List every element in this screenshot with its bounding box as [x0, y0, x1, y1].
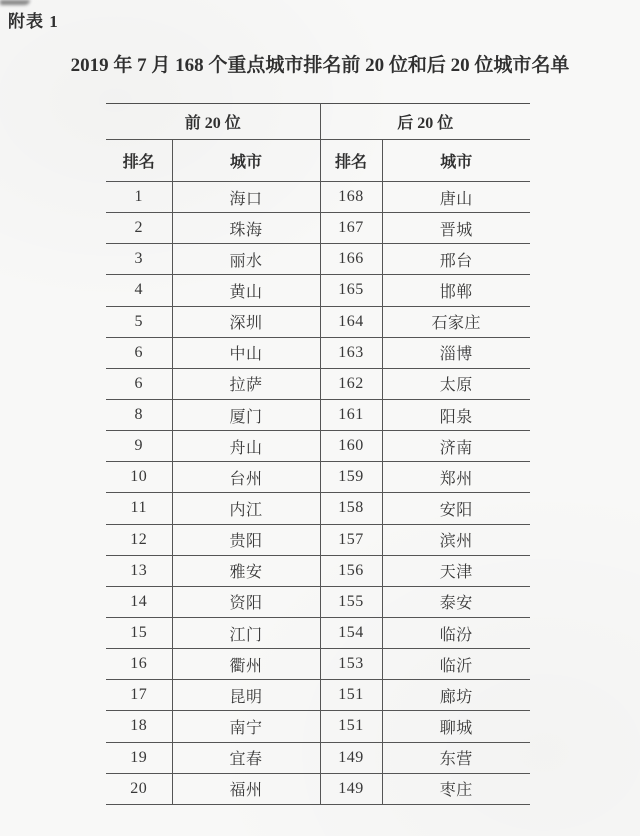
table-row — [106, 462, 530, 493]
rank-cell-left: 16 — [106, 649, 172, 680]
rank-cell-left: 15 — [106, 617, 172, 648]
rank-cell-left: 9 — [106, 431, 172, 462]
city-cell-left: 舟山 — [172, 431, 320, 462]
rank-cell-right: 161 — [320, 399, 382, 430]
city-cell-left: 深圳 — [172, 306, 320, 337]
rank-cell-right: 149 — [320, 773, 382, 804]
rank-cell-left: 19 — [106, 742, 172, 773]
city-cell-right: 安阳 — [382, 493, 530, 524]
city-cell-left: 衢州 — [172, 649, 320, 680]
city-cell-left: 资阳 — [172, 586, 320, 617]
city-cell-left: 海口 — [172, 182, 320, 213]
city-cell-right: 聊城 — [382, 711, 530, 742]
city-cell-left: 丽水 — [172, 244, 320, 275]
rank-cell-right: 163 — [320, 337, 382, 368]
rank-cell-right: 151 — [320, 680, 382, 711]
table-row — [106, 399, 530, 430]
city-cell-left: 福州 — [172, 773, 320, 804]
table-row — [106, 555, 530, 586]
table-row — [106, 773, 530, 804]
city-cell-left: 雅安 — [172, 555, 320, 586]
rank-cell-left: 3 — [106, 244, 172, 275]
rank-cell-left: 13 — [106, 555, 172, 586]
table-row — [106, 711, 530, 742]
city-cell-right: 邢台 — [382, 244, 530, 275]
city-cell-right: 天津 — [382, 555, 530, 586]
rank-cell-right: 154 — [320, 617, 382, 648]
group-header-bottom20: 后 20 位 — [320, 104, 530, 140]
table-row — [106, 649, 530, 680]
rank-cell-left: 2 — [106, 213, 172, 244]
city-cell-left: 珠海 — [172, 213, 320, 244]
table-row — [106, 306, 530, 337]
table-row — [106, 617, 530, 648]
page-title: 2019 年 7 月 168 个重点城市排名前 20 位和后 20 位城市名单 — [70, 55, 570, 76]
rank-cell-left: 17 — [106, 680, 172, 711]
table-row — [106, 431, 530, 462]
ranking-table-container — [106, 103, 530, 805]
scan-smudge — [0, 0, 30, 5]
city-cell-right: 临沂 — [382, 649, 530, 680]
city-cell-left: 黄山 — [172, 275, 320, 306]
city-cell-left: 台州 — [172, 462, 320, 493]
rank-cell-left: 6 — [106, 337, 172, 368]
rank-cell-left: 12 — [106, 524, 172, 555]
appendix-label: 附表 1 — [8, 12, 59, 31]
city-cell-right: 临汾 — [382, 617, 530, 648]
rank-cell-right: 168 — [320, 182, 382, 213]
table-row — [106, 213, 530, 244]
city-cell-right: 阳泉 — [382, 399, 530, 430]
city-cell-left: 厦门 — [172, 399, 320, 430]
rank-cell-right: 160 — [320, 431, 382, 462]
table-row — [106, 493, 530, 524]
col-header-rank-right: 排名 — [320, 140, 382, 182]
rank-cell-right: 149 — [320, 742, 382, 773]
col-header-city-left: 城市 — [172, 140, 320, 182]
rank-cell-right: 164 — [320, 306, 382, 337]
col-header-rank-left: 排名 — [106, 140, 172, 182]
ranking-table — [106, 103, 530, 805]
rank-cell-right: 166 — [320, 244, 382, 275]
rank-cell-left: 18 — [106, 711, 172, 742]
city-cell-right: 济南 — [382, 431, 530, 462]
city-cell-right: 太原 — [382, 368, 530, 399]
city-cell-right: 邯郸 — [382, 275, 530, 306]
rank-cell-left: 4 — [106, 275, 172, 306]
table-row — [106, 524, 530, 555]
table-row — [106, 680, 530, 711]
col-header-city-right: 城市 — [382, 140, 530, 182]
city-cell-left: 内江 — [172, 493, 320, 524]
table-row — [106, 275, 530, 306]
rank-cell-right: 167 — [320, 213, 382, 244]
table-row — [106, 742, 530, 773]
rank-cell-right: 155 — [320, 586, 382, 617]
city-cell-right: 东营 — [382, 742, 530, 773]
rank-cell-right: 165 — [320, 275, 382, 306]
city-cell-right: 滨州 — [382, 524, 530, 555]
table-row — [106, 586, 530, 617]
rank-cell-right: 153 — [320, 649, 382, 680]
city-cell-left: 拉萨 — [172, 368, 320, 399]
table-row — [106, 368, 530, 399]
city-cell-right: 廊坊 — [382, 680, 530, 711]
city-cell-right: 郑州 — [382, 462, 530, 493]
rank-cell-right: 159 — [320, 462, 382, 493]
rank-cell-left: 10 — [106, 462, 172, 493]
city-cell-left: 宜春 — [172, 742, 320, 773]
city-cell-left: 贵阳 — [172, 524, 320, 555]
city-cell-left: 江门 — [172, 617, 320, 648]
rank-cell-left: 14 — [106, 586, 172, 617]
group-header-row — [106, 104, 530, 140]
city-cell-right: 枣庄 — [382, 773, 530, 804]
rank-cell-left: 6 — [106, 368, 172, 399]
group-header-top20: 前 20 位 — [106, 104, 320, 140]
rank-cell-left: 11 — [106, 493, 172, 524]
table-row — [106, 182, 530, 213]
rank-cell-left: 20 — [106, 773, 172, 804]
city-cell-right: 晋城 — [382, 213, 530, 244]
table-row — [106, 337, 530, 368]
rank-cell-left: 8 — [106, 399, 172, 430]
table-body — [106, 182, 530, 805]
city-cell-right: 唐山 — [382, 182, 530, 213]
city-cell-right: 泰安 — [382, 586, 530, 617]
rank-cell-right: 162 — [320, 368, 382, 399]
rank-cell-right: 158 — [320, 493, 382, 524]
city-cell-right: 淄博 — [382, 337, 530, 368]
city-cell-left: 南宁 — [172, 711, 320, 742]
column-header-row — [106, 140, 530, 182]
city-cell-left: 昆明 — [172, 680, 320, 711]
city-cell-right: 石家庄 — [382, 306, 530, 337]
city-cell-left: 中山 — [172, 337, 320, 368]
rank-cell-left: 5 — [106, 306, 172, 337]
rank-cell-right: 156 — [320, 555, 382, 586]
rank-cell-left: 1 — [106, 182, 172, 213]
rank-cell-right: 151 — [320, 711, 382, 742]
rank-cell-right: 157 — [320, 524, 382, 555]
table-row — [106, 244, 530, 275]
